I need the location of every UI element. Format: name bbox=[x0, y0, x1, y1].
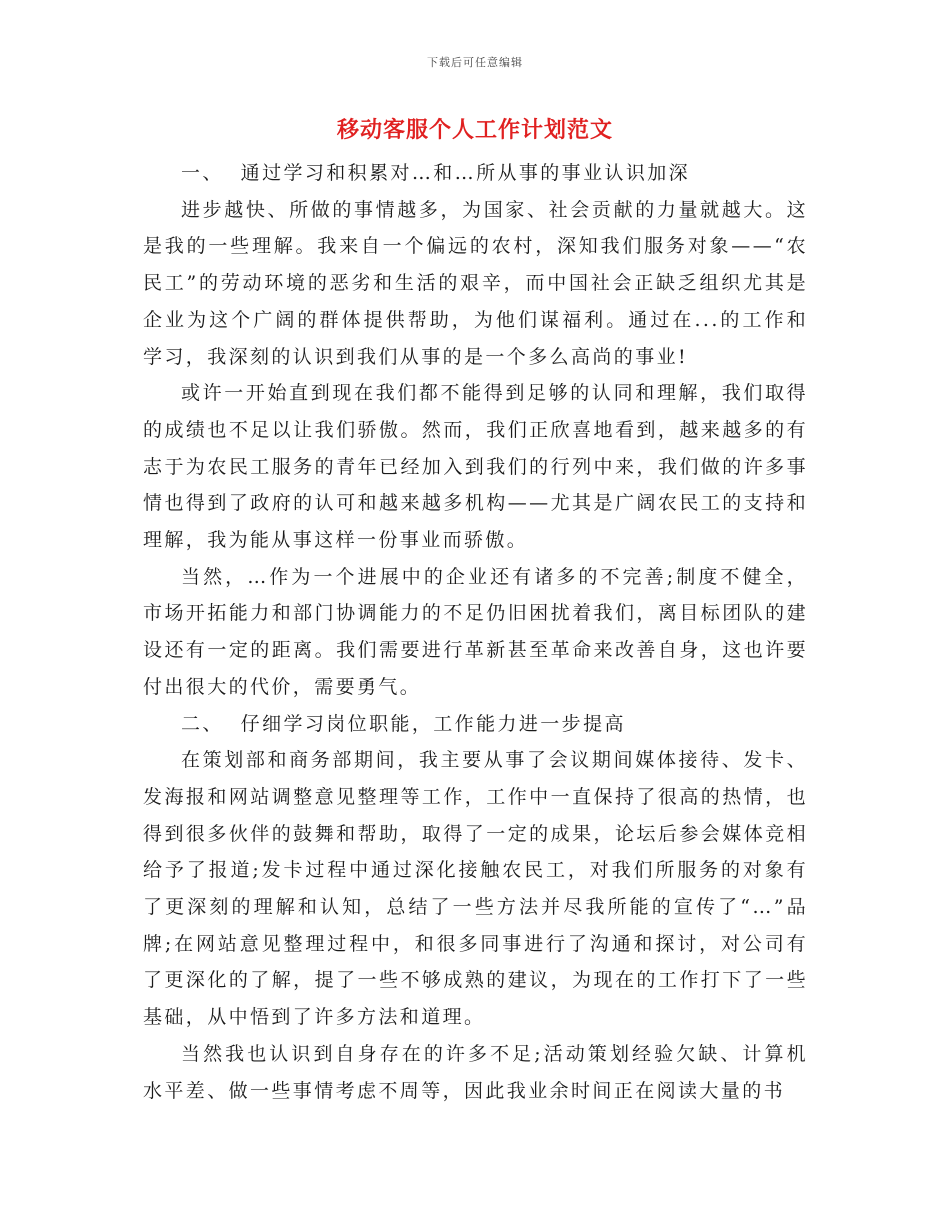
paragraph: 当然，…作为一个进展中的企业还有诸多的不完善;制度不健全，市场开拓能力和部门协调能力的不足仍旧困扰着我们，离目标团队的建设还有一定的距离。我们需要进行革新甚至革命来改善自身，这也许要付出很大的代价，需要勇气。 bbox=[143, 565, 808, 698]
section-heading: 二、 仔细学习岗位职能，工作能力进一步提高 bbox=[181, 712, 626, 735]
document-title: 移动客服个人工作计划范文 bbox=[336, 117, 613, 143]
paragraph: 当然我也认识到自身存在的许多不足;活动策划经验欠缺、计算机水平差、做一些事情考虑不周等，因此我业余时间正在阅读大量的书 bbox=[143, 1042, 808, 1102]
paragraph: 进步越快、所做的事情越多，为国家、社会贡献的力量就越大。这是我的一些理解。我来自一个偏远的农村，深知我们服务对象——“农民工”的劳动环境的恶劣和生活的艰辛，而中国社会正缺乏组织尤其是企业为这个广阔的群体提供帮助，为他们谋福利。通过在...的工作和学习，我深刻的认识到我们从事的是一个多么高尚的事业! bbox=[143, 198, 808, 368]
section-heading: 一、 通过学习和积累对…和…所从事的事业认识加深 bbox=[181, 162, 691, 184]
paragraph: 在策划部和商务部期间，我主要从事了会议期间媒体接待、发卡、发海报和网站调整意见整理等工作，工作中一直保持了很高的热情，也得到很多伙伴的鼓舞和帮助，取得了一定的成果，论坛后参会媒体竞相给予了报道;发卡过程中通过深化接触农民工，对我们所服务的对象有了更深刻的理解和认知，总结了一些方法并尽我所能的宣传了“…”品牌;在网站意见整理过程中，和很多同事进行了沟通和探讨，对公司有了更深化的了解，提了一些不够成熟的建议，为现在的工作打下了一些基础，从中悟到了许多方法和道理。 bbox=[143, 749, 808, 1029]
header-note: 下载后可任意编辑 bbox=[427, 56, 523, 69]
paragraph: 或许一开始直到现在我们都不能得到足够的认同和理解，我们取得的成绩也不足以让我们骄傲。然而，我们正欣喜地看到，越来越多的有志于为农民工服务的青年已经加入到我们的行列中来，我们做的许多事情也得到了政府的认可和越来越多机构——尤其是广阔农民工的支持和理解，我为能从事这样一份事业而骄傲。 bbox=[143, 382, 808, 552]
document-body bbox=[143, 155, 808, 1109]
